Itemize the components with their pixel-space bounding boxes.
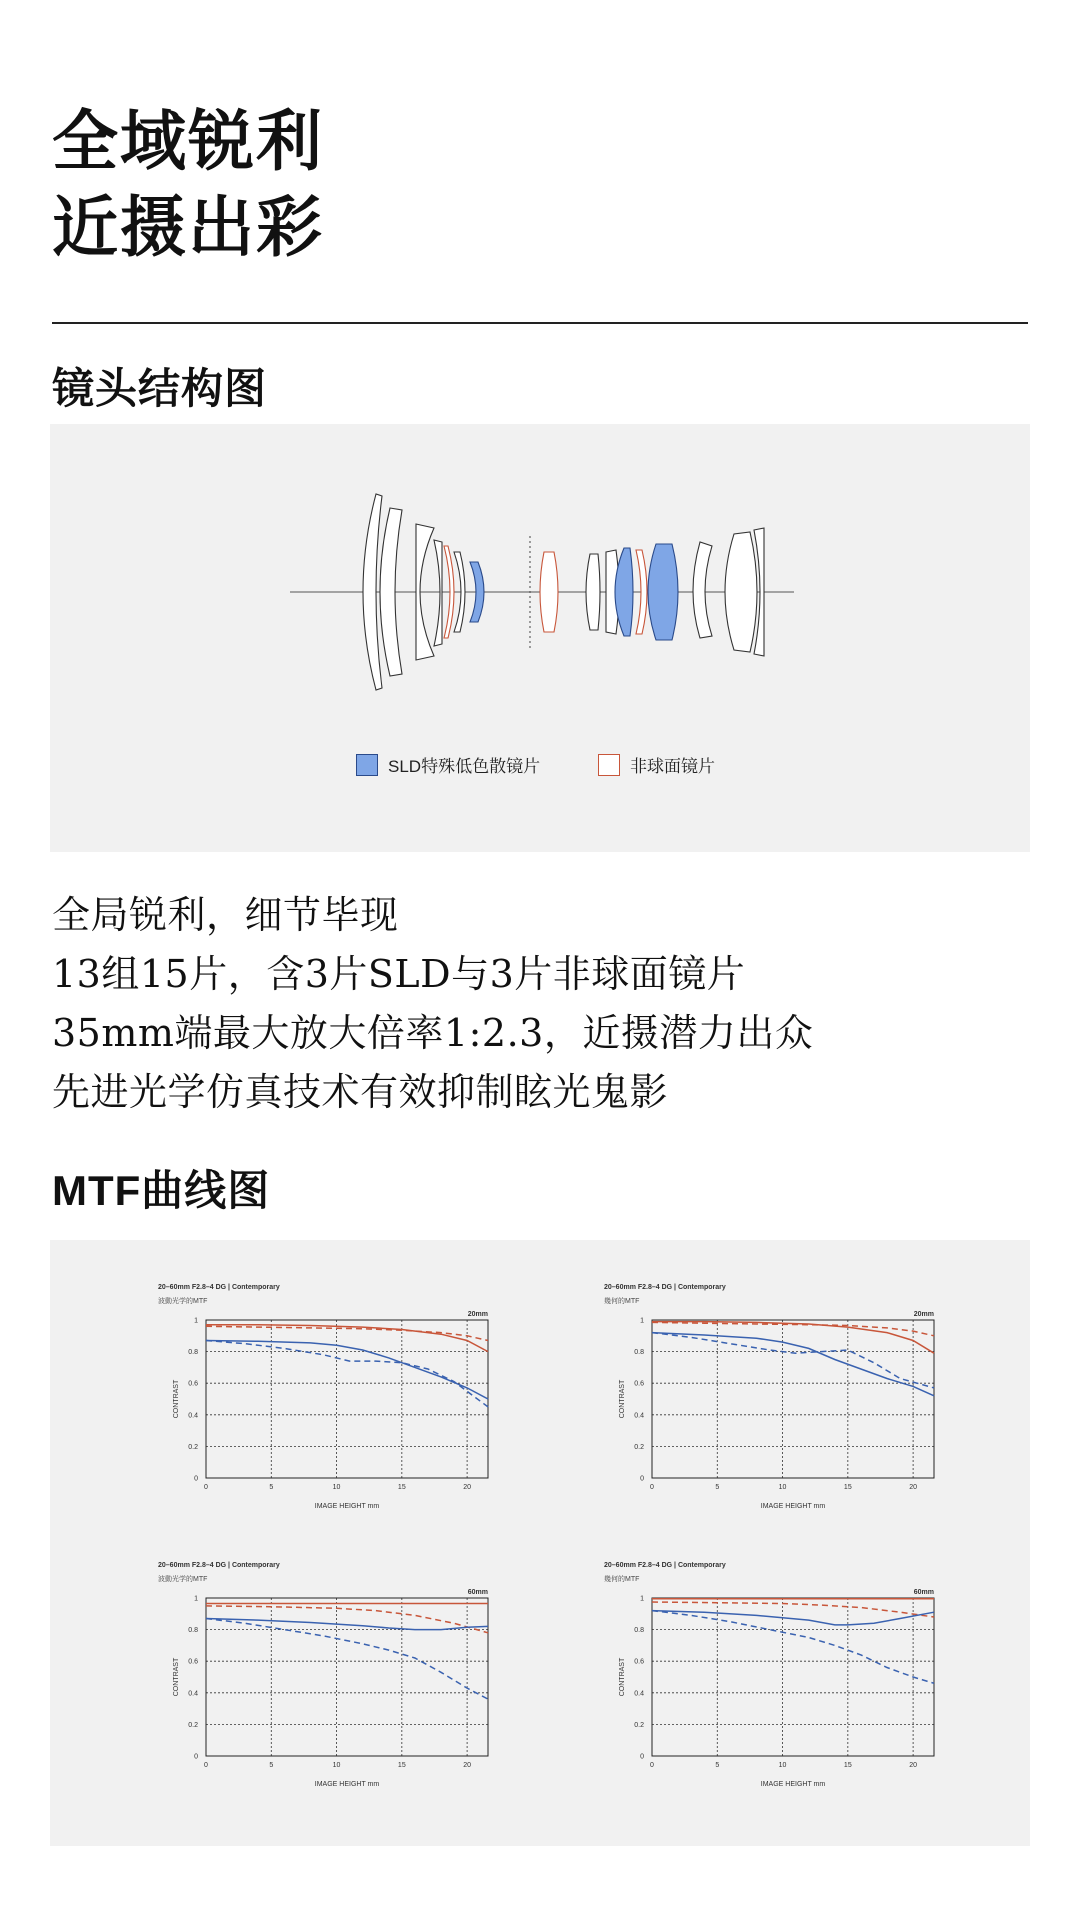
y-tick-label: 0.8	[634, 1627, 644, 1635]
x-tick-label: 15	[397, 1762, 406, 1769]
x-tick-label: 15	[397, 1484, 406, 1491]
lens-structure-panel	[50, 424, 1030, 852]
y-tick-label: 1	[194, 1317, 198, 1325]
y-tick-label: 0.2	[188, 1721, 198, 1729]
hero-title	[52, 98, 324, 270]
y-tick-label: 0.4	[634, 1690, 644, 1698]
chart-subtitle: 波動光学的MTF	[158, 1298, 208, 1305]
lens-element-13-sld	[648, 544, 678, 640]
x-tick-label: 15	[843, 1762, 852, 1769]
y-tick-label: 1	[640, 1317, 644, 1325]
lens-element-14	[693, 542, 712, 638]
chart-title: 20–60mm F2.8–4 DG | Contemporary	[604, 1562, 726, 1569]
x-tick-label: 0	[204, 1762, 208, 1769]
mtf-chart-3	[100, 1518, 490, 1788]
hero-line-2: 近摄出彩	[52, 188, 324, 266]
y-axis-label: CONTRAST	[173, 1379, 180, 1419]
series-line-4	[206, 1619, 488, 1700]
chart-subtitle: 波動光学的MTF	[158, 1576, 208, 1583]
x-tick-label: 0	[650, 1762, 654, 1769]
y-tick-label: 0.6	[188, 1380, 198, 1388]
mtf-chart-2	[546, 1240, 936, 1510]
lens-element-4	[434, 540, 442, 646]
x-tick-label: 20	[463, 1484, 472, 1491]
focal-length-label: 20mm	[467, 1311, 488, 1318]
chart-subtitle: 幾何的MTF	[604, 1298, 640, 1305]
x-tick-label: 5	[715, 1484, 720, 1491]
y-tick-label: 1	[194, 1595, 198, 1603]
lens-element-9	[586, 554, 600, 630]
x-tick-label: 20	[909, 1762, 918, 1769]
aspherical-label: 非球面镜片	[630, 757, 715, 776]
legend-aspherical	[598, 752, 715, 777]
chart-title: 20–60mm F2.8–4 DG | Contemporary	[604, 1284, 726, 1291]
mtf-plot	[100, 1518, 490, 1788]
y-tick-label: 0.6	[634, 1658, 644, 1666]
feature-line: 13组15片，含3片SLD与3片非球面镜片	[52, 952, 746, 996]
feature-line: 全局锐利，细节毕现	[52, 893, 399, 937]
plot-frame	[652, 1320, 934, 1478]
mtf-title: MTF曲线图	[52, 1167, 271, 1214]
chart-subtitle: 幾何的MTF	[604, 1576, 640, 1583]
mtf-chart-4	[546, 1518, 936, 1788]
x-tick-label: 10	[778, 1484, 787, 1491]
sld-swatch	[356, 754, 378, 776]
y-tick-label: 0	[194, 1753, 198, 1761]
lens-element-8-asph	[540, 552, 558, 632]
focal-length-label: 20mm	[913, 1311, 934, 1318]
section-divider	[52, 322, 1028, 324]
x-axis-label: IMAGE HEIGHT mm	[314, 1781, 380, 1788]
mtf-plot	[546, 1240, 936, 1510]
x-axis-label: IMAGE HEIGHT mm	[760, 1503, 826, 1510]
x-axis-label: IMAGE HEIGHT mm	[314, 1503, 380, 1510]
y-tick-label: 0.4	[634, 1412, 644, 1420]
y-axis-label: CONTRAST	[173, 1657, 180, 1697]
series-line-4	[206, 1341, 488, 1407]
y-tick-label: 0.2	[188, 1443, 198, 1451]
y-tick-label: 0.2	[634, 1721, 644, 1729]
series-line-3	[652, 1333, 934, 1396]
series-line-3	[652, 1611, 934, 1625]
y-tick-label: 0.4	[188, 1690, 198, 1698]
y-tick-label: 0	[640, 1475, 644, 1483]
x-axis-label: IMAGE HEIGHT mm	[760, 1781, 826, 1788]
y-tick-label: 0.8	[188, 1627, 198, 1635]
x-tick-label: 10	[332, 1484, 341, 1491]
x-tick-label: 10	[332, 1762, 341, 1769]
focal-length-label: 60mm	[913, 1589, 934, 1596]
feature-line: 35mm端最大放大倍率1:2.3，近摄潜力出众	[52, 1011, 814, 1055]
y-axis-label: CONTRAST	[619, 1379, 626, 1419]
chart-title: 20–60mm F2.8–4 DG | Contemporary	[158, 1284, 280, 1291]
mtf-chart-1	[100, 1240, 490, 1510]
mtf-plot	[100, 1240, 490, 1510]
lens-diagram	[50, 424, 1030, 724]
y-tick-label: 0.6	[188, 1658, 198, 1666]
x-tick-label: 15	[843, 1484, 852, 1491]
y-tick-label: 0.2	[634, 1443, 644, 1451]
feature-list	[52, 886, 813, 1122]
x-tick-label: 20	[463, 1762, 472, 1769]
lens-structure-title: 镜头结构图	[52, 364, 268, 413]
x-tick-label: 0	[204, 1484, 208, 1491]
x-tick-label: 20	[909, 1484, 918, 1491]
y-tick-label: 0.8	[634, 1349, 644, 1357]
plot-frame	[652, 1598, 934, 1756]
series-line-2	[206, 1326, 488, 1340]
y-tick-label: 0.6	[634, 1380, 644, 1388]
series-line-4	[652, 1611, 934, 1684]
y-tick-label: 0	[194, 1475, 198, 1483]
focal-length-label: 60mm	[467, 1589, 488, 1596]
lens-element-15	[725, 532, 757, 652]
series-line-3	[206, 1341, 488, 1400]
y-tick-label: 0.8	[188, 1349, 198, 1357]
x-tick-label: 5	[269, 1484, 274, 1491]
legend-sld	[356, 752, 540, 777]
aspherical-swatch	[598, 754, 620, 776]
mtf-plot	[546, 1518, 936, 1788]
series-line-2	[652, 1602, 934, 1617]
x-tick-label: 5	[269, 1762, 274, 1769]
feature-line: 先进光学仿真技术有效抑制眩光鬼影	[52, 1070, 669, 1114]
chart-title: 20–60mm F2.8–4 DG | Contemporary	[158, 1562, 280, 1569]
y-tick-label: 0.4	[188, 1412, 198, 1420]
x-tick-label: 0	[650, 1484, 654, 1491]
y-tick-label: 1	[640, 1595, 644, 1603]
x-tick-label: 10	[778, 1762, 787, 1769]
sld-label: SLD特殊低色散镜片	[388, 757, 541, 776]
x-tick-label: 5	[715, 1762, 720, 1769]
hero-line-1: 全域锐利	[52, 102, 324, 180]
y-axis-label: CONTRAST	[619, 1657, 626, 1697]
y-tick-label: 0	[640, 1753, 644, 1761]
mtf-panel	[50, 1240, 1030, 1846]
